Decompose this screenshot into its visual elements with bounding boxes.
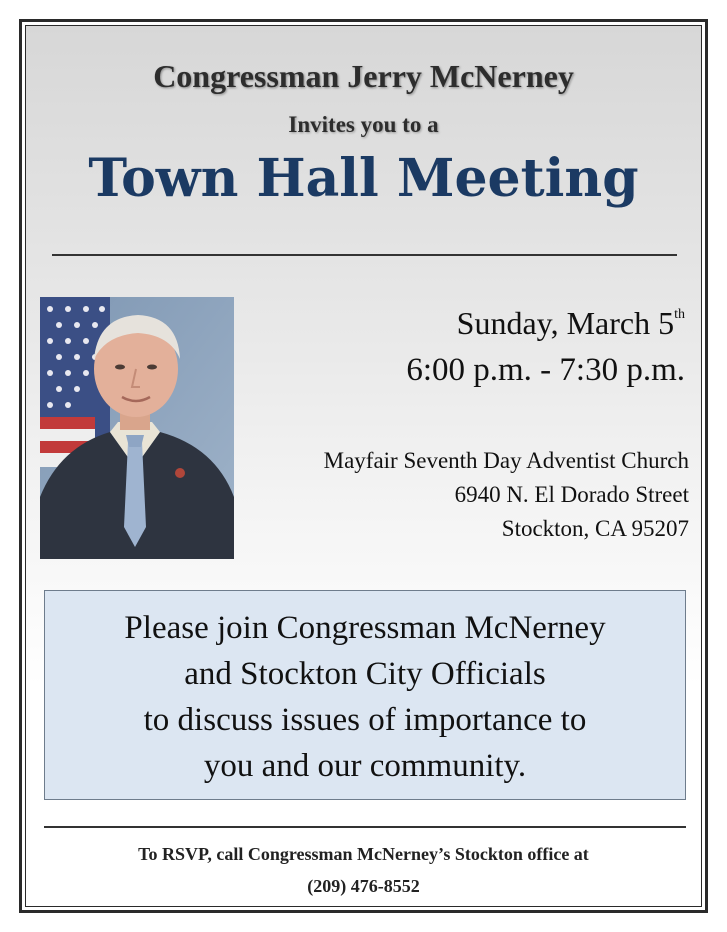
invitation-message-box xyxy=(44,590,686,800)
portrait-illustration xyxy=(40,297,234,559)
message-line: you and our community. xyxy=(203,748,527,784)
message-line: and Stockton City Officials xyxy=(184,656,546,692)
event-date-text: Sunday, March 5 xyxy=(456,305,675,341)
event-date-suffix: th xyxy=(674,307,685,322)
rsvp-phone: (209) 476-8552 xyxy=(307,876,420,896)
title-divider xyxy=(52,254,677,256)
event-date xyxy=(457,305,685,342)
host-name: Congressman Jerry McNerney xyxy=(153,58,574,94)
venue-city: Stockton, CA 95207 xyxy=(501,516,689,541)
congressman-portrait xyxy=(40,297,234,559)
invite-text: Invites you to a xyxy=(288,112,439,137)
event-venue xyxy=(324,444,689,546)
message-line: Please join Congressman McNerney xyxy=(124,610,606,646)
venue-name: Mayfair Seventh Day Adventist Church xyxy=(323,448,689,473)
footer-divider xyxy=(44,826,686,828)
event-time: 6:00 p.m. - 7:30 p.m. xyxy=(406,352,685,388)
venue-street: 6940 N. El Dorado Street xyxy=(454,482,689,507)
event-title: Town Hall Meeting xyxy=(88,148,639,209)
message-line: to discuss issues of importance to xyxy=(143,702,587,738)
rsvp-instructions: To RSVP, call Congressman McNerney’s Stockton office at xyxy=(138,844,589,864)
